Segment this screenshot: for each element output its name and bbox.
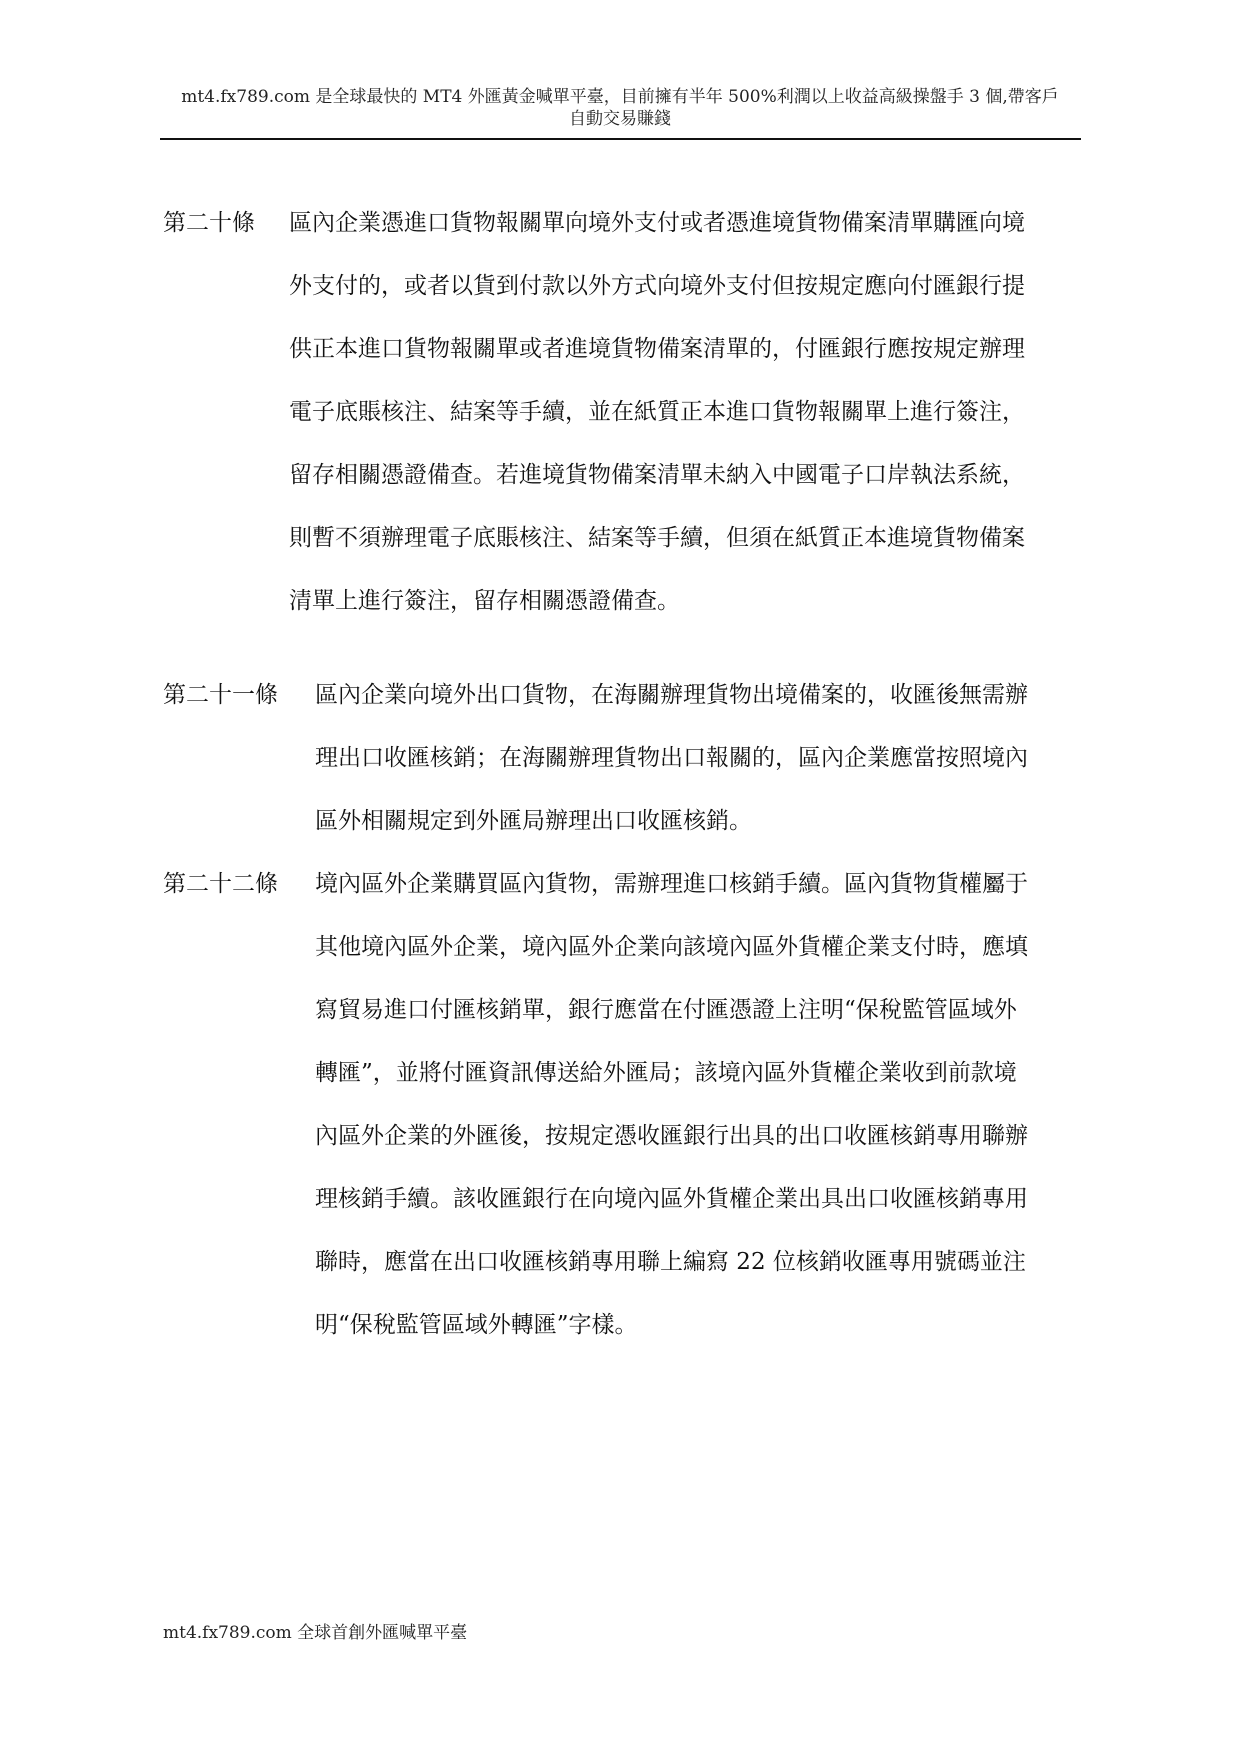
header-line-1: mt4.fx789.com 是全球最快的 MT4 外匯黃金喊單平臺，目前擁有半年 500%利潤以上收益高級操盤手 3 個,帶客戶: [181, 87, 1059, 107]
article-line: 區內企業憑進口貨物報關單向境外支付或者憑進境貨物備案清單購匯向境: [289, 210, 1025, 236]
article-line: 則暫不須辦理電子底賬核注、結案等手續，但須在紙質正本進境貨物備案: [289, 525, 1025, 551]
header-line-2: 自動交易賺錢: [569, 109, 671, 129]
article-number: 第二十一條: [163, 682, 278, 708]
article-line: 電子底賬核注、結案等手續，並在紙質正本進口貨物報關單上進行簽注，: [289, 399, 1025, 425]
article-line: 明“保稅監管區域外轉匯”字樣。: [315, 1312, 638, 1338]
page-header: [160, 86, 1080, 130]
article-line: 轉匯”，並將付匯資訊傳送給外匯局；該境內區外貨權企業收到前款境: [315, 1060, 1017, 1086]
header-divider: [160, 138, 1081, 140]
article-line: 內區外企業的外匯後，按規定憑收匯銀行出具的出口收匯核銷專用聯辦: [315, 1123, 1028, 1149]
article-line: 區外相關規定到外匯局辦理出口收匯核銷。: [315, 808, 752, 834]
article-line: 理核銷手續。該收匯銀行在向境內區外貨權企業出具出口收匯核銷專用: [315, 1186, 1028, 1212]
article-line: 其他境內區外企業，境內區外企業向該境內區外貨權企業支付時，應填: [315, 934, 1028, 960]
page-footer: mt4.fx789.com 全球首創外匯喊單平臺: [163, 1623, 468, 1643]
article-line: 境內區外企業購買區內貨物，需辦理進口核銷手續。區內貨物貨權屬于: [315, 871, 1028, 897]
article-line: 理出口收匯核銷；在海關辦理貨物出口報關的，區內企業應當按照境內: [315, 745, 1028, 771]
article-number: 第二十二條: [163, 871, 278, 897]
article-line: 聯時，應當在出口收匯核銷專用聯上編寫 22 位核銷收匯專用號碼並注: [315, 1249, 1026, 1275]
article-number: 第二十條: [163, 210, 255, 236]
article-line: 寫貿易進口付匯核銷單，銀行應當在付匯憑證上注明“保稅監管區域外: [315, 997, 1017, 1023]
article-line: 區內企業向境外出口貨物，在海關辦理貨物出境備案的，收匯後無需辦: [315, 682, 1028, 708]
article-line: 供正本進口貨物報關單或者進境貨物備案清單的，付匯銀行應按規定辦理: [289, 336, 1025, 362]
article-line: 外支付的，或者以貨到付款以外方式向境外支付但按規定應向付匯銀行提: [289, 273, 1025, 299]
article-line: 清單上進行簽注，留存相關憑證備查。: [289, 588, 680, 614]
article-line: 留存相關憑證備查。若進境貨物備案清單未納入中國電子口岸執法系統，: [289, 462, 1025, 488]
